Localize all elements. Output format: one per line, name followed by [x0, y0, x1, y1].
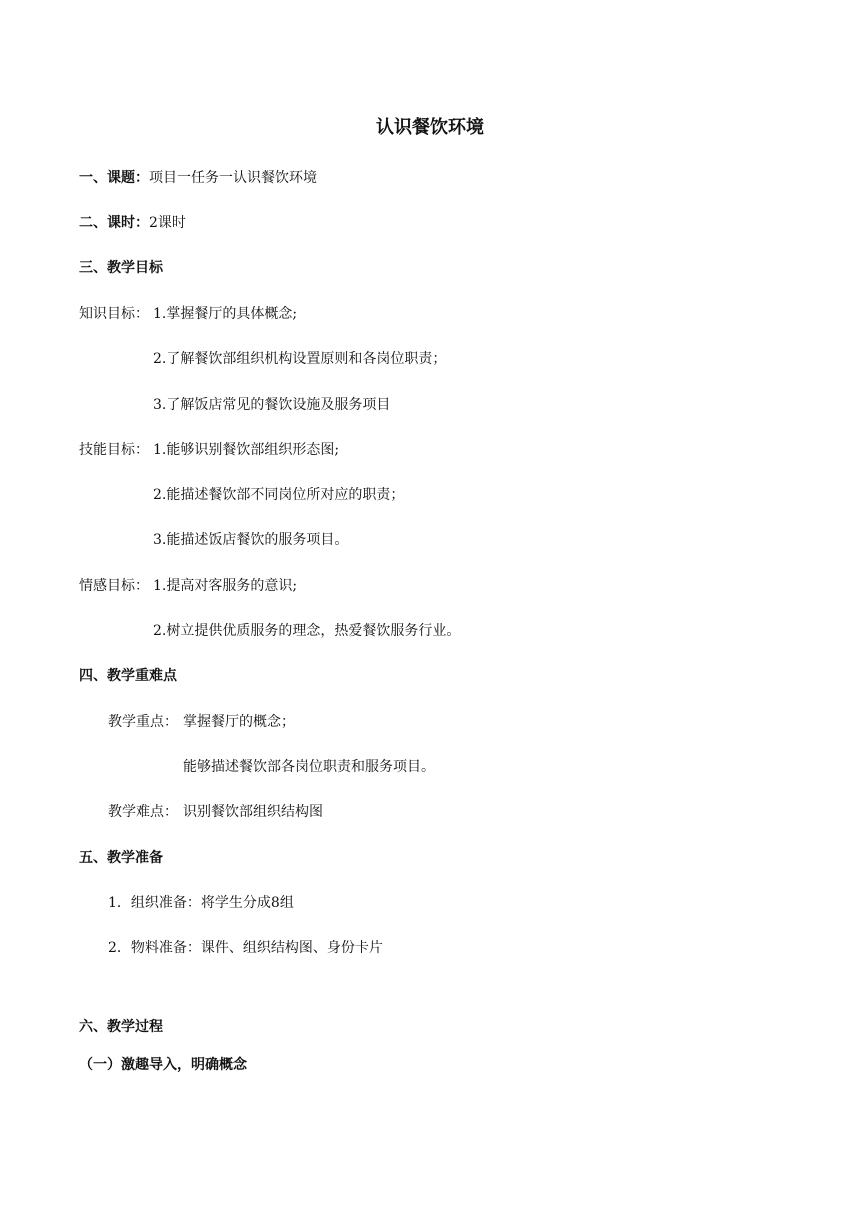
difficulty-text: 识别餐饮部组织结构图	[183, 804, 323, 820]
preparation-item: 2．物料准备：课件、组织结构图、身份卡片	[108, 940, 383, 956]
skill-item: 2.能描述餐饮部不同岗位所对应的职责；	[153, 487, 405, 503]
emotion-item: 1.提高对客服务的意识;	[153, 578, 298, 594]
emotion-item: 2.树立提供优质服务的理念，热爱餐饮服务行业。	[153, 623, 461, 639]
knowledge-item: 3.了解饭店常见的餐饮设施及服务项目	[153, 397, 391, 413]
difficulty-label: 教学难点：	[108, 804, 178, 820]
section-heading-preparation: 五、教学准备	[79, 850, 163, 866]
skill-item: 3.能描述饭店餐饮的服务项目。	[153, 532, 349, 548]
key-point-item: 能够描述餐饮部各岗位职责和服务项目。	[183, 759, 435, 775]
preparation-item: 1．组织准备：将学生分成8组	[108, 895, 294, 911]
key-point-label: 教学重点：	[108, 714, 178, 730]
knowledge-item: 2.了解餐饮部组织机构设置原则和各岗位职责；	[153, 351, 447, 367]
section-heading-objectives: 三、教学目标	[79, 260, 163, 276]
hours-value: 2课时	[149, 215, 186, 231]
page-title: 认识餐饮环境	[376, 117, 484, 138]
knowledge-item: 1.掌握餐厅的具体概念;	[153, 306, 298, 322]
skill-item: 1.能够识别餐饮部组织形态图;	[153, 442, 340, 458]
topic-line	[79, 168, 317, 188]
subsection-heading: （一）激趣导入，明确概念	[79, 1057, 247, 1073]
skill-label: 技能目标：	[79, 442, 149, 458]
section-heading-key-points: 四、教学重难点	[79, 668, 177, 684]
hours-label: 二、课时：	[79, 215, 149, 231]
topic-label: 一、课题：	[79, 170, 149, 186]
knowledge-label: 知识目标：	[79, 306, 149, 322]
key-point-item: 掌握餐厅的概念；	[183, 714, 295, 730]
hours-line	[79, 213, 186, 233]
emotion-label: 情感目标：	[79, 578, 149, 594]
section-heading-process: 六、教学过程	[79, 1019, 163, 1035]
topic-value: 项目一任务一认识餐饮环境	[149, 170, 317, 186]
